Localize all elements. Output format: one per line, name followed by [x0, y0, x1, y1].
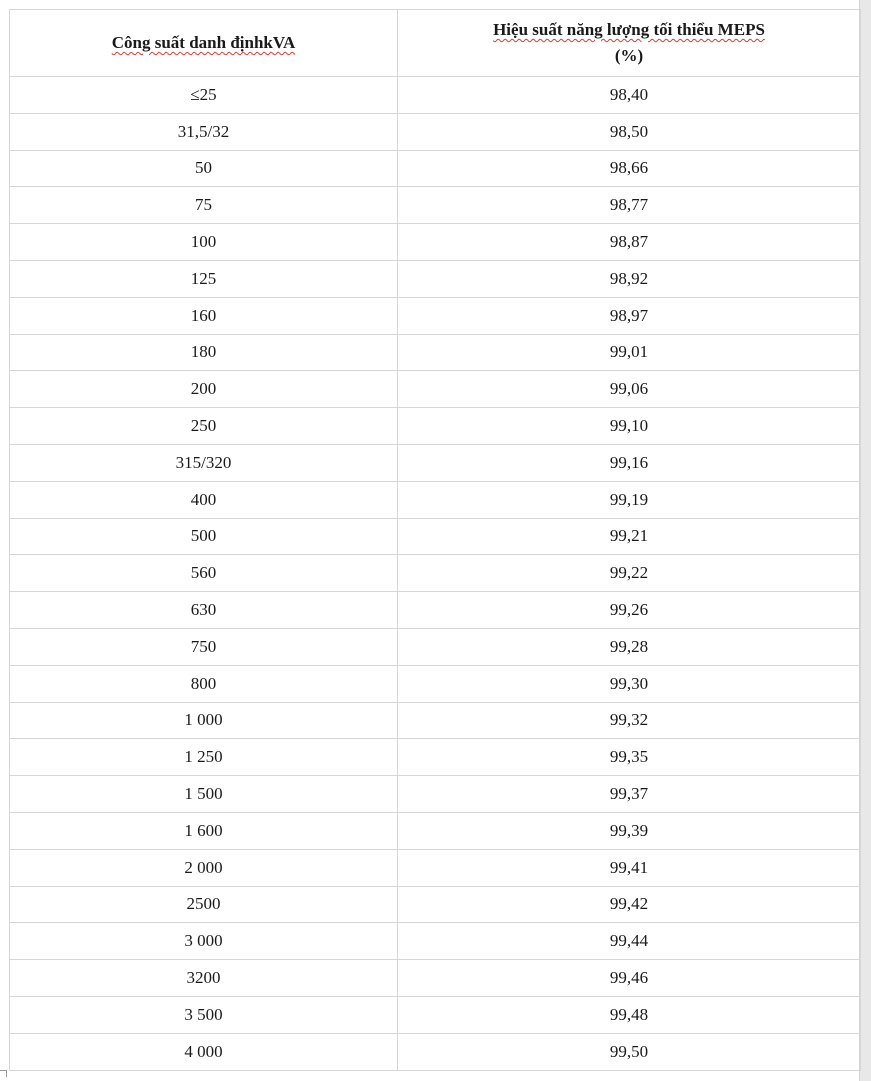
table-row: [10, 555, 861, 592]
cell-meps: 98,50: [398, 113, 861, 150]
cell-capacity: 180: [10, 334, 398, 371]
cell-capacity: 1 000: [10, 702, 398, 739]
table-row: [10, 776, 861, 813]
cell-meps: 99,35: [398, 739, 861, 776]
cell-capacity: 560: [10, 555, 398, 592]
cell-meps: 98,77: [398, 187, 861, 224]
cell-capacity: 3200: [10, 960, 398, 997]
cell-capacity: 2500: [10, 886, 398, 923]
cell-meps: 99,22: [398, 555, 861, 592]
table-row: [10, 849, 861, 886]
cell-meps: 98,92: [398, 260, 861, 297]
cell-meps: 98,40: [398, 77, 861, 114]
cell-meps: 99,37: [398, 776, 861, 813]
cell-meps: 99,06: [398, 371, 861, 408]
cell-capacity: ≤25: [10, 77, 398, 114]
cell-meps: 99,46: [398, 960, 861, 997]
cell-meps: 99,50: [398, 1033, 861, 1070]
cell-meps: 99,48: [398, 996, 861, 1033]
header-meps: [398, 10, 861, 77]
cell-capacity: 3 500: [10, 996, 398, 1033]
cell-capacity: 1 500: [10, 776, 398, 813]
table-row: [10, 592, 861, 629]
cell-meps: 98,66: [398, 150, 861, 187]
cell-capacity: 1 600: [10, 812, 398, 849]
cell-capacity: 400: [10, 481, 398, 518]
table-row: [10, 1033, 861, 1070]
header-meps-unit: (%): [614, 46, 644, 65]
cell-capacity: 630: [10, 592, 398, 629]
table-row: [10, 187, 861, 224]
cell-capacity: 250: [10, 408, 398, 445]
table-row: [10, 444, 861, 481]
table-row: [10, 113, 861, 150]
header-capacity-label: Công suất danh địnhkVA: [111, 33, 296, 52]
cell-capacity: 125: [10, 260, 398, 297]
cell-capacity: 31,5/32: [10, 113, 398, 150]
cell-meps: 99,41: [398, 849, 861, 886]
cell-meps: 99,16: [398, 444, 861, 481]
table-row: [10, 812, 861, 849]
cell-capacity: 200: [10, 371, 398, 408]
cell-capacity: 100: [10, 224, 398, 261]
cell-capacity: 75: [10, 187, 398, 224]
cell-capacity: 800: [10, 665, 398, 702]
cell-meps: 99,32: [398, 702, 861, 739]
cell-capacity: 1 250: [10, 739, 398, 776]
table-row: [10, 260, 861, 297]
cell-capacity: 3 000: [10, 923, 398, 960]
table-header-row: [10, 10, 861, 77]
table-row: [10, 408, 861, 445]
cell-meps: 99,26: [398, 592, 861, 629]
cell-meps: 98,97: [398, 297, 861, 334]
cell-meps: 99,42: [398, 886, 861, 923]
table-row: [10, 923, 861, 960]
table-row: [10, 702, 861, 739]
cell-meps: 98,87: [398, 224, 861, 261]
header-meps-label: Hiệu suất năng lượng tối thiểu MEPS: [493, 20, 765, 39]
table-row: [10, 150, 861, 187]
table-row: [10, 628, 861, 665]
table-row: [10, 960, 861, 997]
table-row: [10, 481, 861, 518]
cell-capacity: 315/320: [10, 444, 398, 481]
table-row: [10, 77, 861, 114]
table-row: [10, 996, 861, 1033]
table-body: [10, 77, 861, 1071]
cell-capacity: 50: [10, 150, 398, 187]
cell-meps: 99,28: [398, 628, 861, 665]
cell-meps: 99,19: [398, 481, 861, 518]
cell-meps: 99,21: [398, 518, 861, 555]
cell-meps: 99,30: [398, 665, 861, 702]
table-row: [10, 297, 861, 334]
meps-table-container: [9, 9, 861, 1071]
cell-meps: 99,10: [398, 408, 861, 445]
cell-meps: 99,44: [398, 923, 861, 960]
table-row: [10, 518, 861, 555]
table-row: [10, 334, 861, 371]
cell-capacity: 2 000: [10, 849, 398, 886]
cell-capacity: 750: [10, 628, 398, 665]
cell-meps: 99,01: [398, 334, 861, 371]
cell-capacity: 500: [10, 518, 398, 555]
cell-capacity: 160: [10, 297, 398, 334]
meps-table: [9, 9, 861, 1071]
table-row: [10, 739, 861, 776]
corner-mark: [0, 1070, 7, 1077]
cell-capacity: 4 000: [10, 1033, 398, 1070]
cell-meps: 99,39: [398, 812, 861, 849]
table-row: [10, 886, 861, 923]
table-row: [10, 371, 861, 408]
table-row: [10, 665, 861, 702]
header-capacity: [10, 10, 398, 77]
table-row: [10, 224, 861, 261]
